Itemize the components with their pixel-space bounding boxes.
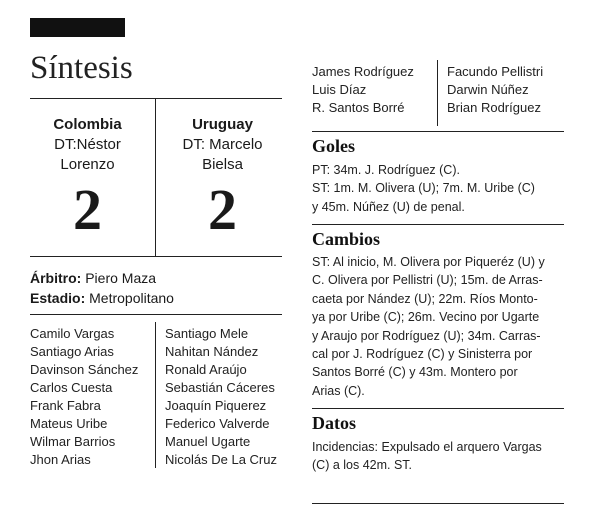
datos-heading: Datos: [312, 413, 356, 433]
list-item: R. Santos Borré: [312, 100, 405, 115]
scoreboard-top-rule: [30, 98, 282, 99]
team-name-colombia: Colombia: [53, 116, 122, 133]
referee-line: [30, 268, 156, 288]
cambios-heading: Cambios: [312, 229, 381, 249]
goles-text: [312, 161, 570, 216]
goles-rule: [312, 131, 564, 132]
stadium-value: Metropolitano: [89, 290, 174, 306]
lineup-divider-left: [155, 322, 156, 468]
list-item: Carlos Cuesta: [30, 380, 113, 395]
list-item: Sebastián Cáceres: [165, 380, 275, 395]
lineup-uruguay-part2: [447, 63, 543, 117]
stadium-line: [30, 288, 174, 308]
referee-label: Árbitro:: [30, 270, 82, 286]
cambios-line: caeta por Nández (U); 22m. Ríos Monto-: [312, 291, 538, 306]
scoreboard-bottom-rule: [30, 256, 282, 257]
team-name-uruguay: Uruguay: [192, 116, 253, 133]
datos-rule: [312, 408, 564, 409]
score-uruguay: 2: [208, 177, 237, 242]
coach-uruguay-line2: Bielsa: [202, 156, 243, 173]
cambios-line: ST: Al inicio, M. Olivera por Piqueréz (U) y: [312, 255, 545, 269]
cambios-rule: [312, 224, 564, 225]
coach-colombia-line2: Lorenzo: [60, 156, 115, 173]
list-item: Joaquín Piquerez: [165, 398, 267, 413]
score-colombia: 2: [73, 177, 102, 242]
lineup-colombia-part1: [30, 325, 138, 469]
list-item: Santiago Arias: [30, 344, 114, 359]
goles-line: PT: 34m. J. Rodríguez (C).: [312, 163, 460, 177]
stadium-label: Estadio:: [30, 290, 86, 306]
header-bar: [30, 18, 125, 37]
referee-value: Piero Maza: [85, 270, 157, 286]
list-item: Facundo Pellistri: [447, 64, 544, 79]
list-item: Nicolás De La Cruz: [165, 452, 277, 467]
list-item: Manuel Ugarte: [165, 434, 251, 449]
cambios-line: y Araujo por Rodríguez (U); 34m. Carras-: [312, 328, 541, 343]
scoreboard-divider: [155, 98, 156, 256]
lineup-uruguay-part1: [165, 325, 277, 469]
page-title: Síntesis: [30, 50, 133, 86]
officials-rule: [30, 314, 282, 315]
list-item: Mateus Uribe: [30, 416, 108, 431]
list-item: Brian Rodríguez: [447, 100, 541, 115]
goles-line: ST: 1m. M. Olivera (U); 7m. M. Uribe (C): [312, 181, 535, 196]
goles-line: y 45m. Núñez (U) de penal.: [312, 199, 465, 214]
datos-line: Incidencias: Expulsado el arquero Vargas: [312, 440, 542, 454]
cambios-line: cal por J. Rodríguez (C) y Sinisterra por: [312, 347, 533, 362]
list-item: Luis Díaz: [312, 82, 367, 97]
goles-heading: Goles: [312, 136, 355, 156]
datos-text: [312, 438, 570, 475]
list-item: Davinson Sánchez: [30, 362, 139, 377]
cambios-line: Santos Borré (C) y 43m. Montero por: [312, 365, 518, 380]
list-item: Ronald Araújo: [165, 362, 247, 377]
list-item: Wilmar Barrios: [30, 434, 116, 449]
list-item: Jhon Arias: [30, 452, 91, 467]
cambios-line: ya por Uribe (C); 26m. Vecino por Ugarte: [312, 310, 540, 325]
datos-line: (C) a los 42m. ST.: [312, 458, 413, 473]
list-item: Santiago Mele: [165, 326, 249, 341]
lineup-colombia-part2: [312, 63, 414, 117]
list-item: Nahitan Nández: [165, 344, 259, 359]
list-item: James Rodríguez: [312, 64, 414, 79]
bottom-rule: [312, 503, 564, 504]
list-item: Frank Fabra: [30, 398, 101, 413]
cambios-line: C. Olivera por Pellistri (U); 15m. de Arras-: [312, 273, 543, 288]
lineup-divider-right: [437, 60, 438, 126]
list-item: Camilo Vargas: [30, 326, 115, 341]
coach-uruguay-line1: DT: Marcelo: [182, 136, 263, 153]
cambios-text: [312, 253, 570, 400]
list-item: Darwin Núñez: [447, 82, 529, 97]
coach-colombia-line1: DT:Néstor: [54, 136, 121, 153]
cambios-line: Arias (C).: [312, 383, 365, 398]
list-item: Federico Valverde: [165, 416, 270, 431]
